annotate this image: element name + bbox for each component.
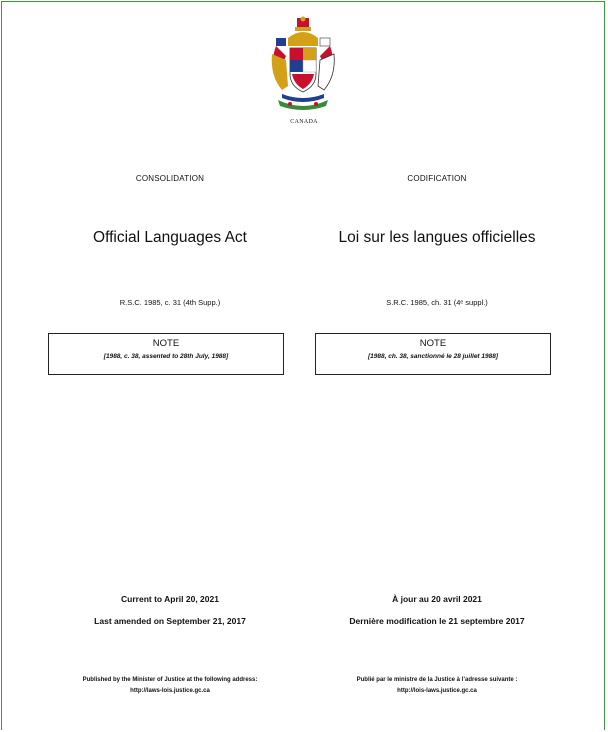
url-french[interactable]: http://lois-laws.justice.gc.ca [397, 688, 477, 694]
note-box-english [48, 333, 284, 375]
codification-label: CODIFICATION [407, 174, 467, 183]
published-by-french: Publié par le ministre de la Justice à l’adresse suivante : [356, 677, 518, 683]
act-title-french: Loi sur les langues officielles [338, 229, 536, 246]
note-heading: NOTE [152, 338, 180, 349]
note-text: [1988, c. 38, assented to 28th July, 1988] [103, 353, 229, 360]
note-box-french [315, 333, 551, 375]
country-name: CANADA [290, 119, 318, 125]
citation-english: R.S.C. 1985, c. 31 (4th Supp.) [119, 298, 221, 307]
current-to-english: Current to April 20, 2021 [121, 594, 219, 604]
last-amended-english: Last amended on September 21, 2017 [94, 616, 246, 626]
act-title-english: Official Languages Act [93, 229, 247, 246]
last-amended-french: Dernière modification le 21 septembre 2017 [349, 616, 525, 626]
current-to-french: À jour au 20 avril 2021 [392, 594, 482, 604]
note-heading: NOTE [419, 338, 447, 349]
coat-of-arms-icon [268, 16, 338, 112]
consolidation-label: CONSOLIDATION [135, 174, 205, 183]
published-by-english: Published by the Minister of Justice at the following address: [82, 677, 258, 683]
note-text: [1988, ch. 38, sanctionné le 28 juillet 1988] [367, 353, 499, 360]
citation-french: S.R.C. 1985, ch. 31 (4ᵉ suppl.) [386, 298, 488, 307]
url-english[interactable]: http://laws-lois.justice.gc.ca [130, 688, 210, 694]
